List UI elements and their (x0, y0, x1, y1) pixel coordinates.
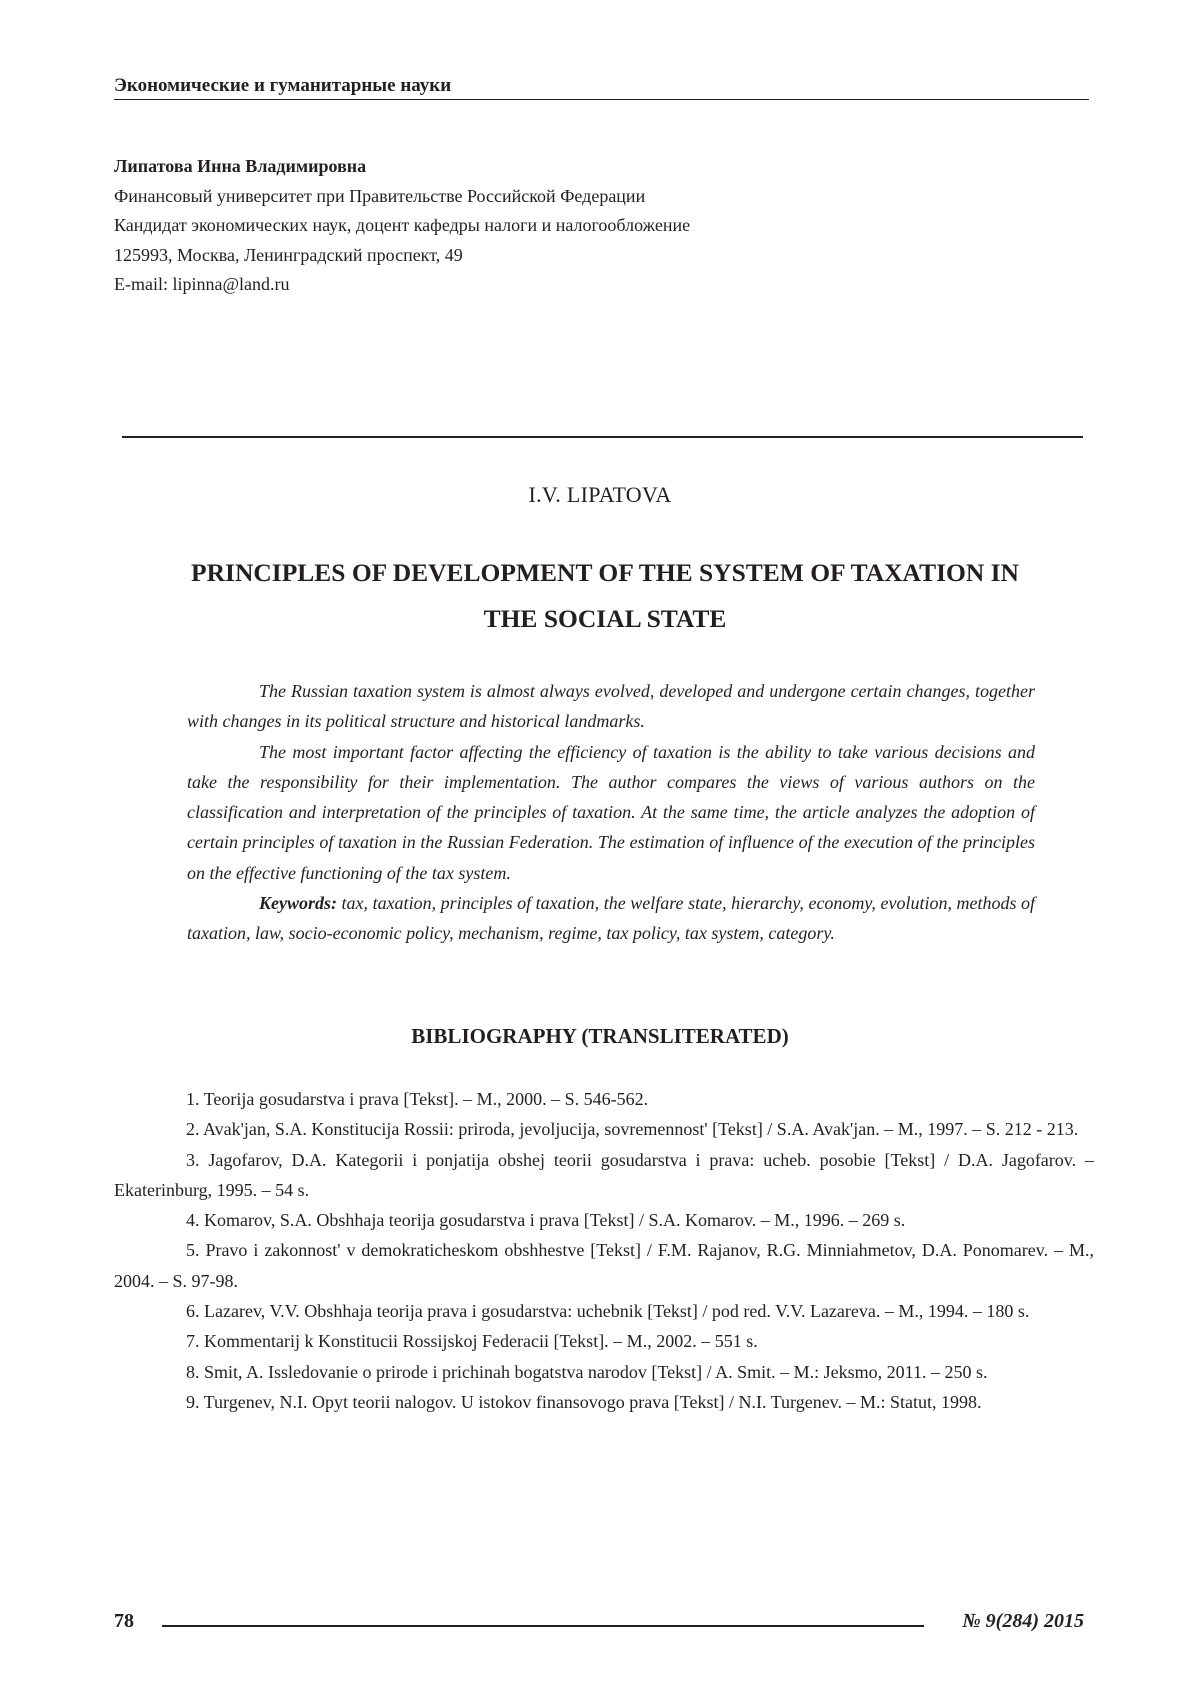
bibliography-item: 9. Turgenev, N.I. Opyt teorii nalogov. U istokov finansovogo prava [Tekst] / N.I. Turgenev. – M.: Statut, 1998. (114, 1387, 1094, 1417)
section-divider (122, 436, 1083, 438)
abstract (187, 676, 1035, 949)
bibliography-list (114, 1084, 1094, 1417)
bibliography-item: 4. Komarov, S.A. Obshhaja teorija gosudarstva i prava [Tekst] / S.A. Komarov. – M., 1996. – 269 s. (114, 1205, 1094, 1235)
running-header: Экономические и гуманитарные науки (114, 74, 1089, 100)
author-name-ru: Липатова Инна Владимировна (114, 152, 1014, 182)
page-footer (114, 1610, 1084, 1640)
footer-rule (162, 1625, 924, 1627)
article-title (110, 550, 1100, 642)
author-email: E-mail: lipinna@land.ru (114, 270, 1014, 300)
page-number: 78 (114, 1610, 134, 1633)
author-address: 125993, Москва, Ленинградский проспект, 49 (114, 241, 1014, 271)
bibliography-item: 8. Smit, A. Issledovanie o prirode i prichinah bogatstva narodov [Tekst] / A. Smit. – M.: Jeksmo, 2011. – 250 s. (114, 1357, 1094, 1387)
bibliography-item: 3. Jagofarov, D.A. Kategorii i ponjatija obshej teorii gosudarstva i prava: ucheb. posobie [Tekst] / D.A. Jagofarov. – Ekaterinburg, 1995. – 54 s. (114, 1145, 1094, 1206)
keywords-list: tax, taxation, principles of taxation, the welfare state, hierarchy, economy, evolution, methods of taxation, law, socio-economic policy, mechanism, regime, tax policy, tax system, category. (187, 893, 1035, 943)
abstract-paragraph-1: The Russian taxation system is almost always evolved, developed and undergone certain changes, together with changes in its political structure and historical landmarks. (187, 676, 1035, 737)
keywords-paragraph (187, 888, 1035, 949)
author-position: Кандидат экономических наук, доцент кафедры налоги и налогообложение (114, 211, 1014, 241)
article-title-line-1: PRINCIPLES OF DEVELOPMENT OF THE SYSTEM OF TAXATION IN (110, 550, 1100, 596)
journal-page (0, 0, 1200, 1698)
article-title-line-2: THE SOCIAL STATE (110, 596, 1100, 642)
bibliography-item: 7. Kommentarij k Konstitucii Rossijskoj Federacii [Tekst]. – M., 2002. – 551 s. (114, 1326, 1094, 1356)
issue-number: № 9(284) 2015 (962, 1610, 1084, 1633)
bibliography-item: 5. Pravo i zakonnost' v demokraticheskom obshhestve [Tekst] / F.M. Rajanov, R.G. Minniahmetov, D.A. Ponomarev. – M., 2004. – S. 97-98. (114, 1235, 1094, 1296)
keywords-label: Keywords: (259, 893, 337, 913)
bibliography-item: 1. Teorija gosudarstva i prava [Tekst]. – M., 2000. – S. 546-562. (114, 1084, 1094, 1114)
bibliography-heading: BIBLIOGRAPHY (TRANSLITERATED) (0, 1024, 1200, 1049)
author-affiliation: Финансовый университет при Правительстве Российской Федерации (114, 182, 1014, 212)
bibliography-item: 6. Lazarev, V.V. Obshhaja teorija prava i gosudarstva: uchebnik [Tekst] / pod red. V.V. Lazareva. – M., 1994. – 180 s. (114, 1296, 1094, 1326)
author-info-ru (114, 152, 1014, 300)
bibliography-item: 2. Avak'jan, S.A. Konstitucija Rossii: priroda, jevoljucija, sovremennost' [Tekst] / S.A. Avak'jan. – M., 1997. – S. 212 - 213. (114, 1114, 1094, 1144)
author-name-en: I.V. LIPATOVA (0, 482, 1200, 508)
abstract-paragraph-2: The most important factor affecting the efficiency of taxation is the ability to take various decisions and take the responsibility for their implementation. The author compares the views of various authors on the classification and interpretation of the principles of taxation. At the same time, the article analyzes the adoption of certain principles of taxation in the Russian Federation. The estimation of influence of the execution of the principles on the effective functioning of the tax system. (187, 737, 1035, 888)
